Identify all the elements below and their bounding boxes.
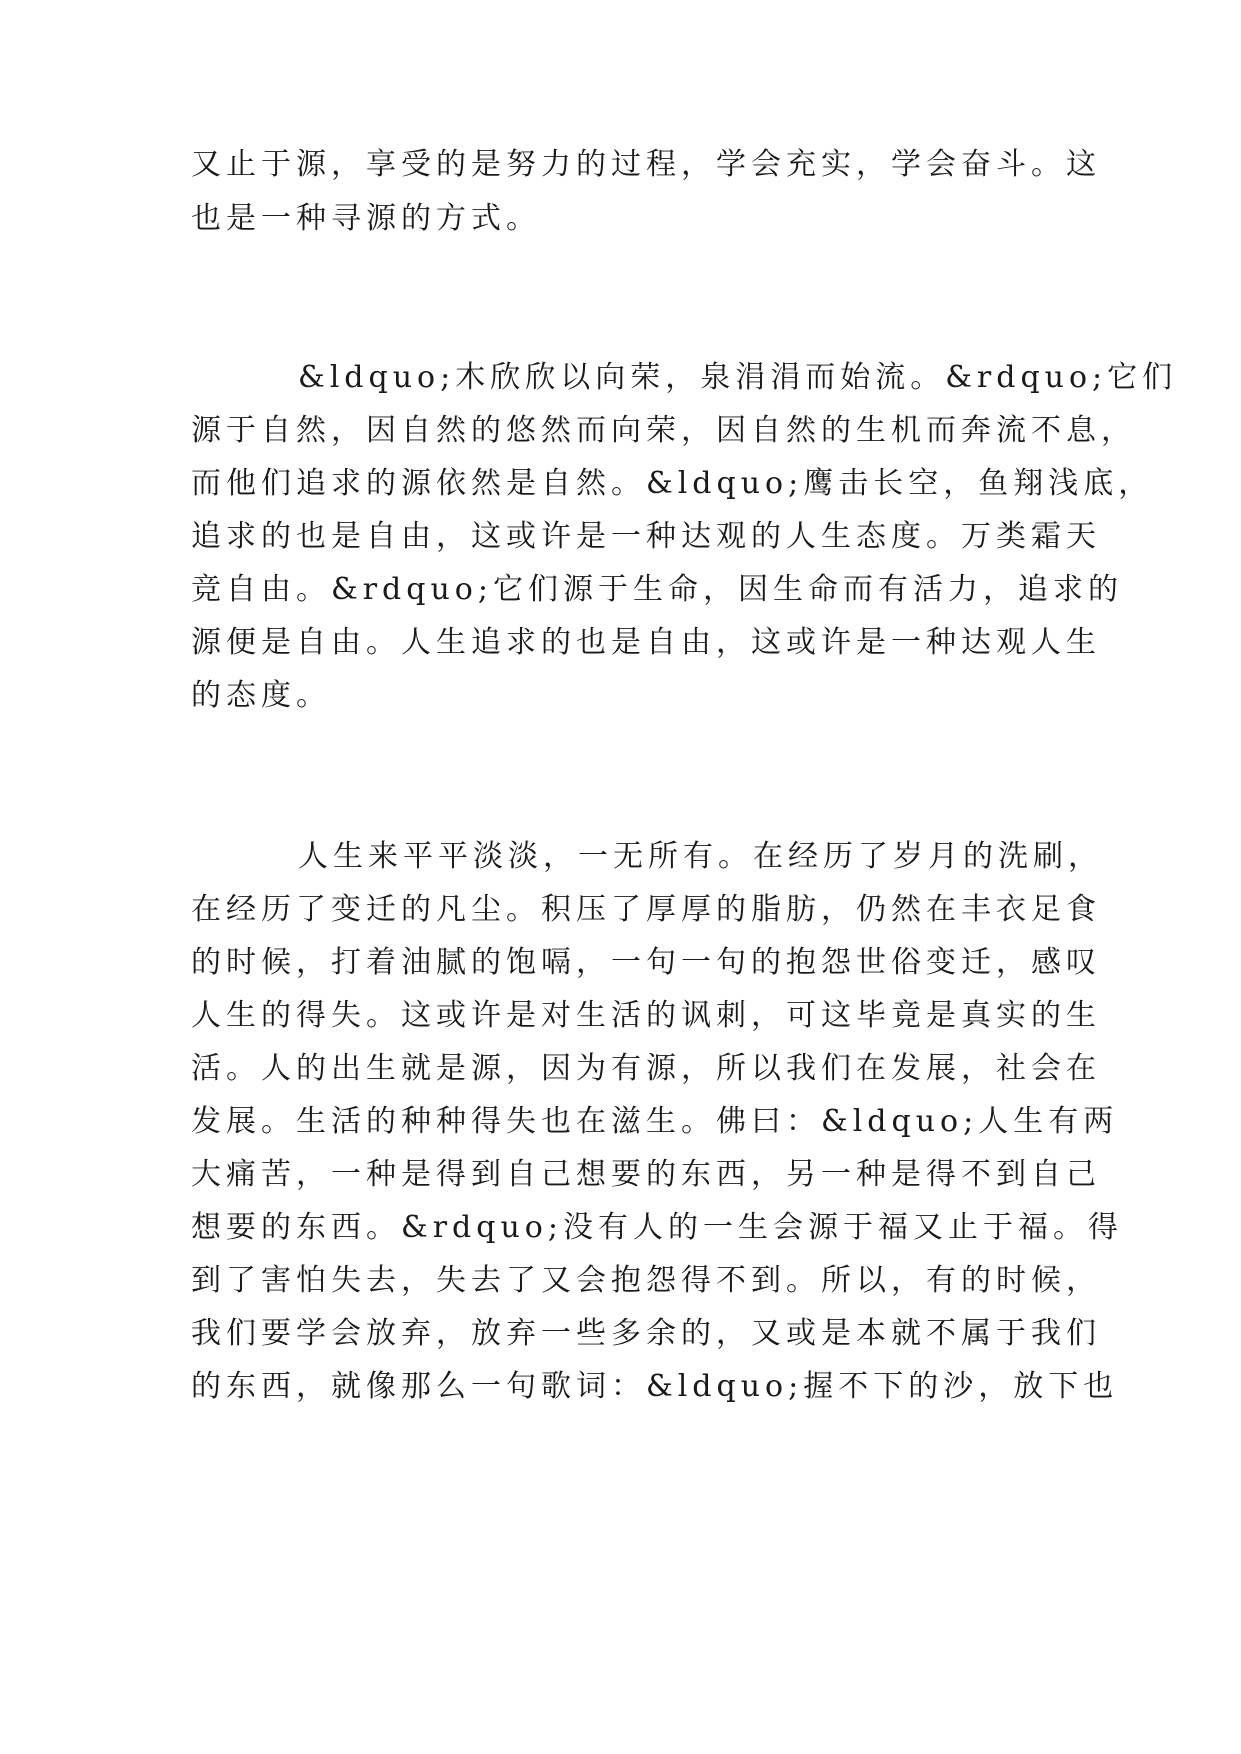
paragraph-2-line-5: 竞自由。&rdquo;它们源于生命，因生命而有活力，追求的 [191, 572, 1123, 607]
paragraph-3-line-10: 我们要学会放弃，放弃一些多余的，又或是本就不属于我们 [191, 1316, 1101, 1351]
paragraph-3-line-1: 人生来平平淡淡，一无所有。在经历了岁月的洗刷， [298, 839, 1103, 874]
paragraph-2-line-7: 的态度。 [191, 678, 331, 713]
paragraph-3-line-7: 大痛苦，一种是得到自己想要的东西，另一种是得不到自己 [191, 1157, 1101, 1192]
paragraph-2-line-2: 源于自然，因自然的悠然而向荣，因自然的生机而奔流不息， [191, 413, 1136, 448]
paragraph-1-line-1: 又止于源，享受的是努力的过程，学会充实，学会奋斗。这 [191, 147, 1101, 182]
paragraph-3-line-5: 活。人的出生就是源，因为有源，所以我们在发展，社会在 [191, 1051, 1101, 1086]
paragraph-1-line-2: 也是一种寻源的方式。 [191, 201, 541, 236]
paragraph-3-line-9: 到了害怕失去，失去了又会抱怨得不到。所以，有的时候， [191, 1263, 1101, 1298]
paragraph-3-line-2: 在经历了变迁的凡尘。积压了厚厚的脂肪，仍然在丰衣足食 [191, 892, 1101, 927]
paragraph-2-line-3: 而他们追求的源依然是自然。&ldquo;鹰击长空，鱼翔浅底， [191, 466, 1154, 501]
paragraph-2-line-1: &ldquo;木欣欣以向荣，泉涓涓而始流。&rdquo;它们 [298, 360, 1178, 395]
paragraph-3-line-3: 的时候，打着油腻的饱嗝，一句一句的抱怨世俗变迁，感叹 [191, 945, 1101, 980]
paragraph-3-line-11: 的东西，就像那么一句歌词：&ldquo;握不下的沙，放下也 [191, 1369, 1119, 1404]
paragraph-2-line-4: 追求的也是自由，这或许是一种达观的人生态度。万类霜天 [191, 519, 1101, 554]
paragraph-3-line-6: 发展。生活的种种得失也在滋生。佛曰：&ldquo;人生有两 [191, 1104, 1119, 1139]
paragraph-3-line-8: 想要的东西。&rdquo;没有人的一生会源于福又止于福。得 [191, 1210, 1123, 1245]
paragraph-3-line-4: 人生的得失。这或许是对生活的讽刺，可这毕竟是真实的生 [191, 998, 1101, 1033]
paragraph-2-line-6: 源便是自由。人生追求的也是自由，这或许是一种达观人生 [191, 625, 1101, 660]
